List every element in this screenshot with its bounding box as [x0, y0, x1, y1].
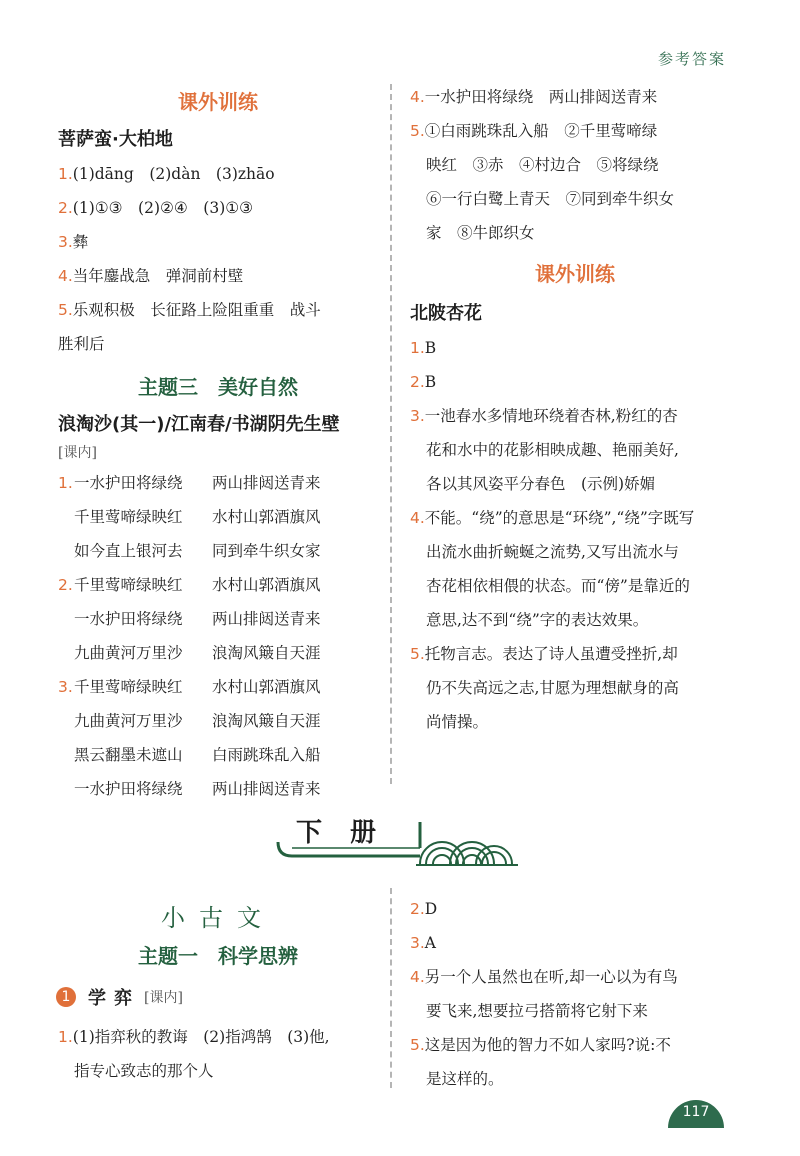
answer-line: 2. 千里莺啼绿映红 水村山郭酒旗风: [58, 576, 321, 594]
answer-item: 3.彝: [58, 233, 89, 251]
answer-item: 1.(1)指弈秋的教诲 (2)指鸿鹄 (3)他,: [58, 1028, 330, 1046]
section-title: 课外训练: [178, 90, 258, 114]
answer-item: 2.B: [410, 373, 437, 391]
poem-title-2: 浪淘沙(其一)/江南春/书湖阴先生壁: [58, 414, 340, 435]
answer-item: 1.(1)dāng (2)dàn (3)zhāo: [58, 165, 275, 183]
answer-line: 仍不失高远之志,甘愿为理想献身的高: [426, 679, 679, 697]
answer-line: ⑥一行白鹭上青天 ⑦同到牵牛织女: [426, 190, 675, 208]
answer-line: 九曲黄河万里沙 浪淘风簸自天涯: [74, 644, 321, 662]
answer-item: 4.一水护田将绿绕 两山排闼送青来: [410, 88, 658, 106]
column-divider-lower: [390, 888, 392, 1088]
answer-item: 5.托物言志。表达了诗人虽遭受挫折,却: [410, 645, 678, 663]
wave-ornament: [420, 842, 512, 864]
lesson-title: 学弈: [88, 988, 140, 1009]
answer-item: 2.D: [410, 900, 438, 918]
subject-title: 小古文: [161, 904, 275, 932]
answer-line: 是这样的。: [426, 1070, 504, 1088]
right-column: [410, 80, 740, 739]
answer-line: 一水护田将绿绕 两山排闼送青来: [74, 780, 321, 798]
left-column: [58, 80, 378, 806]
column-divider: [390, 84, 392, 784]
page-number: 117: [682, 1104, 710, 1120]
section-tag: [课内]: [58, 445, 97, 461]
answer-line: 尚情操。: [426, 713, 489, 731]
topic-title-lower: 主题一 科学思辨: [138, 944, 298, 968]
answer-item: 2.(1)①③ (2)②④ (3)①③: [58, 199, 254, 217]
answer-item: 5.①白雨跳珠乱入船 ②千里莺啼绿: [410, 122, 658, 140]
answer-item-continued: 胜利后: [58, 335, 105, 353]
lesson-tag: [课内]: [144, 990, 183, 1006]
answer-item: 3.一池春水多情地环绕着杏林,粉红的杏: [410, 407, 678, 425]
answer-line: 1. 一水护田将绿绕 两山排闼送青来: [58, 474, 321, 492]
answer-line: 3. 千里莺啼绿映红 水村山郭酒旗风: [58, 678, 321, 696]
answer-item: 5.这是因为他的智力不如人家吗?说:不: [410, 1036, 671, 1054]
answer-item: 4.当年鏖战急 弹洞前村壁: [58, 267, 244, 285]
answer-line: 如今直上银河去 同到牵牛织女家: [74, 542, 321, 560]
answer-line: 家 ⑧牛郎织女: [426, 224, 535, 242]
poem-title-right: 北陂杏花: [410, 303, 482, 324]
poem-title: 菩萨蛮·大柏地: [58, 129, 173, 150]
answer-line: 花和水中的花影相映成趣、艳丽美好,: [426, 441, 679, 459]
lower-right-answers: [410, 892, 740, 1096]
answer-line: 一水护田将绿绕 两山排闼送青来: [74, 610, 321, 628]
answer-line: 黑云翻墨未遮山 白雨跳珠乱入船: [74, 746, 321, 764]
lesson-number-badge: 1: [56, 987, 76, 1007]
answer-item: 1.B: [410, 339, 437, 357]
answer-line: 九曲黄河万里沙 浪淘风簸自天涯: [74, 712, 321, 730]
volume-title: 下册: [296, 818, 405, 848]
answer-line: 杏花相依相偎的状态。而“傍”是靠近的: [426, 577, 690, 595]
answer-line: 各以其风姿平分春色 (示例)娇媚: [426, 475, 656, 493]
answer-item: 4.不能。“绕”的意思是“环绕”,“绕”字既写: [410, 509, 695, 527]
answer-line: 映红 ③赤 ④村边合 ⑤将绿绕: [426, 156, 659, 174]
answer-line: 意思,达不到“绕”字的表达效果。: [426, 611, 649, 629]
section-title-right: 课外训练: [535, 262, 615, 286]
topic-title: 主题三 美好自然: [138, 375, 298, 399]
page-corner-label: 参考答案: [657, 50, 726, 68]
lower-left-answers: [58, 1020, 378, 1088]
answer-line: 指专心致志的那个人: [74, 1062, 214, 1080]
answer-line: 出流水曲折蜿蜒之流势,又写出流水与: [426, 543, 679, 561]
answer-item: 3.A: [410, 934, 436, 952]
answer-line: 千里莺啼绿映红 水村山郭酒旗风: [74, 508, 321, 526]
answer-item: 4.另一个人虽然也在听,却一心以为有鸟: [410, 968, 678, 986]
lesson-heading: [56, 984, 183, 1010]
answer-item: 5.乐观积极 长征路上险阻重重 战斗: [58, 301, 321, 319]
answer-line: 要飞来,想要拉弓搭箭将它射下来: [426, 1002, 648, 1020]
